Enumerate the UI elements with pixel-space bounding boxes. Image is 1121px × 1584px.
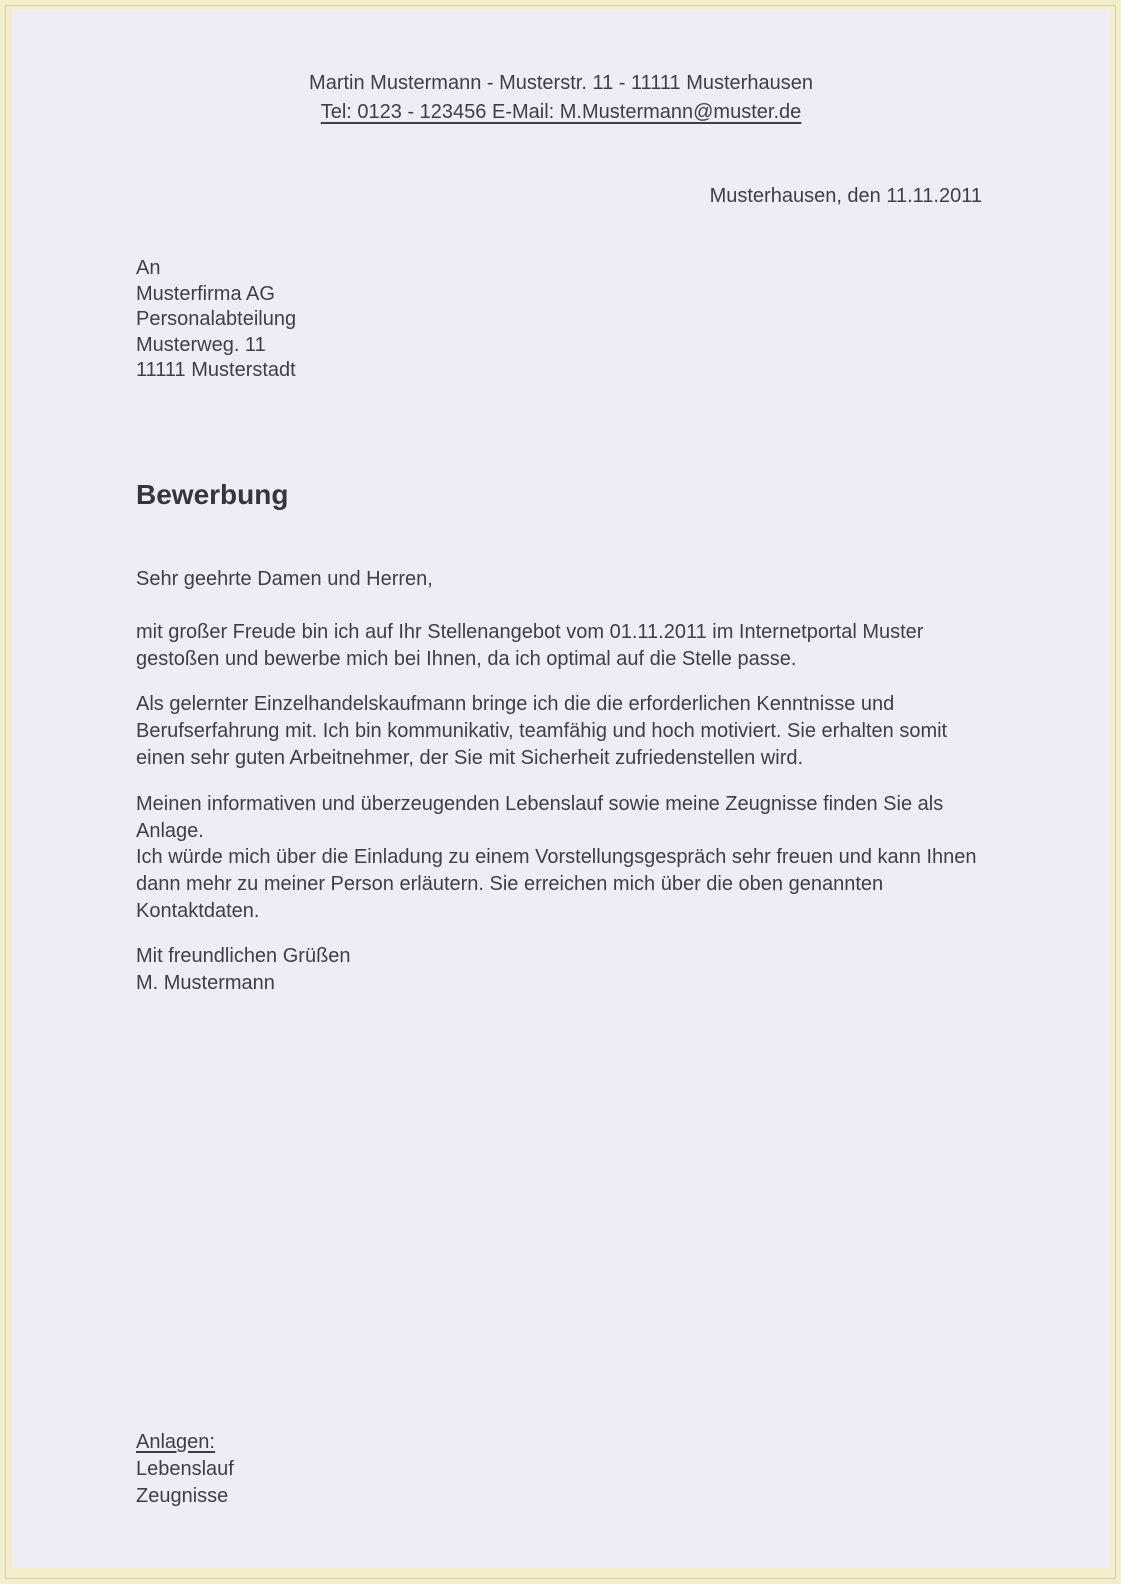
subject-heading: Bewerbung [136, 479, 289, 510]
signature-name: M. Mustermann [136, 972, 275, 994]
sender-address-line: Martin Mustermann - Musterstr. 11 - 11111 Musterhausen [309, 72, 813, 94]
letter-header [12, 69, 1110, 127]
body-paragraph: mit großer Freude bin ich auf Ihr Stellenangebot vom 01.11.2011 im Internetportal Muster gestoßen und bewerbe mich bei Ihnen, da ich optimal auf die Stelle passe. [136, 621, 924, 670]
closing-block [136, 943, 351, 997]
enclosures-block [136, 1429, 234, 1510]
recipient-address-block [136, 256, 296, 384]
enclosure-item: Lebenslauf [136, 1458, 234, 1480]
recipient-line: Personalabteilung [136, 308, 297, 330]
recipient-line: Musterweg. 11 [136, 333, 266, 356]
sender-contact-line: Tel: 0123 - 123456 E-Mail: M.Mustermann@muster.de [320, 101, 802, 123]
closing-phrase: Mit freundlichen Grüßen [136, 945, 351, 967]
salutation: Sehr geehrte Damen und Herren, [136, 568, 433, 590]
recipient-line: An [136, 257, 161, 279]
enclosures-label: Anlagen: [136, 1431, 215, 1453]
body-paragraph: Meinen informativen und überzeugenden Lebenslauf sowie meine Zeugnisse finden Sie als Anlage. [136, 793, 944, 842]
place-and-date: Musterhausen, den 11.11.2011 [709, 185, 982, 207]
letter-document [12, 9, 1110, 1568]
recipient-line: Musterfirma AG [136, 282, 275, 305]
recipient-line: 11111 Musterstadt [136, 359, 296, 381]
body-paragraph: Als gelernter Einzelhandelskaufmann bringe ich die die erforderlichen Kenntnisse und Berufserfahrung mit. Ich bin kommunikativ, teamfähig und hoch motiviert. Sie erhalten somit einen sehr guten Arbeitnehmer, der Sie mit Sicherheit zufriedenstellen wird. [136, 693, 948, 769]
body-paragraph: Ich würde mich über die Einladung zu einem Vorstellungsgespräch sehr freuen und kann Ihnen dann mehr zu meiner Person erläutern. Sie erreichen mich über die oben genannten Kontaktdaten. [136, 846, 977, 922]
enclosure-item: Zeugnisse [136, 1485, 229, 1507]
